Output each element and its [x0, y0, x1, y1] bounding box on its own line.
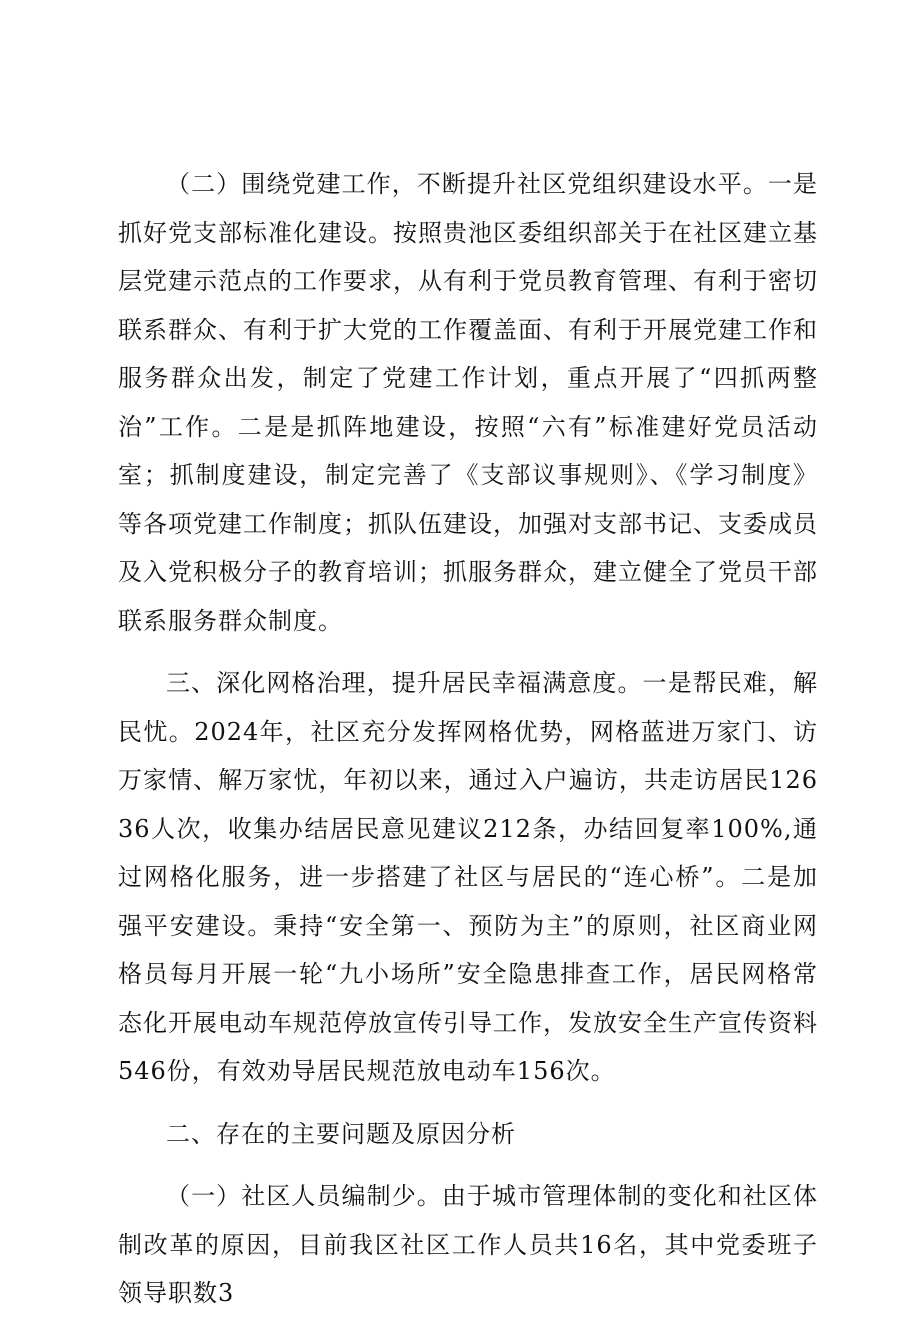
- document-body: [118, 160, 818, 1318]
- paragraph-gap: [118, 1096, 818, 1110]
- paragraph-grid-governance: 三、深化网格治理，提升居民幸福满意度。一是帮民难，解民忧。2024年，社区充分发挥网格优势，网格蓝进万家门、访万家情、解万家忧，年初以来，通过入户遍访，共走访居民12636人次，收集办结居民意见建议212条，办结回复率100%,通过网格化服务，进一步搭建了社区与居民的“连心桥”。二是加强平安建设。秉持“安全第一、预防为主”的原则，社区商业网格员每月开展一轮“九小场所”安全隐患排查工作，居民网格常态化开展电动车规范停放宣传引导工作，发放安全生产宣传资料546份，有效劝导居民规范放电动车156次。: [118, 669, 818, 1085]
- paragraph-gap: [118, 645, 818, 659]
- paragraph-party-building: （二）围绕党建工作，不断提升社区党组织建设水平。一是抓好党支部标准化建设。按照贵池区委组织部关于在社区建立基层党建示范点的工作要求，从有利于党员教育管理、有利于密切联系群众、有利于扩大党的工作覆盖面、有利于开展党建工作和服务群众出发，制定了党建工作计划，重点开展了“四抓两整治”工作。二是是抓阵地建设，按照“六有”标准建好党员活动室；抓制度建设，制定完善了《支部议事规则》、《学习制度》等各项党建工作制度；抓队伍建设，加强对支部书记、支委成员及入党积极分子的教育培训；抓服务群众，建立健全了党员干部联系服务群众制度。: [118, 170, 818, 635]
- paragraph-staffing: （一）社区人员编制少。由于城市管理体制的变化和社区体制改革的原因，目前我区社区工作人员共16名，其中党委班子领导职数3: [118, 1182, 818, 1307]
- paragraph-gap: [118, 1158, 818, 1172]
- section-heading-problems: 二、存在的主要问题及原因分析: [166, 1119, 516, 1148]
